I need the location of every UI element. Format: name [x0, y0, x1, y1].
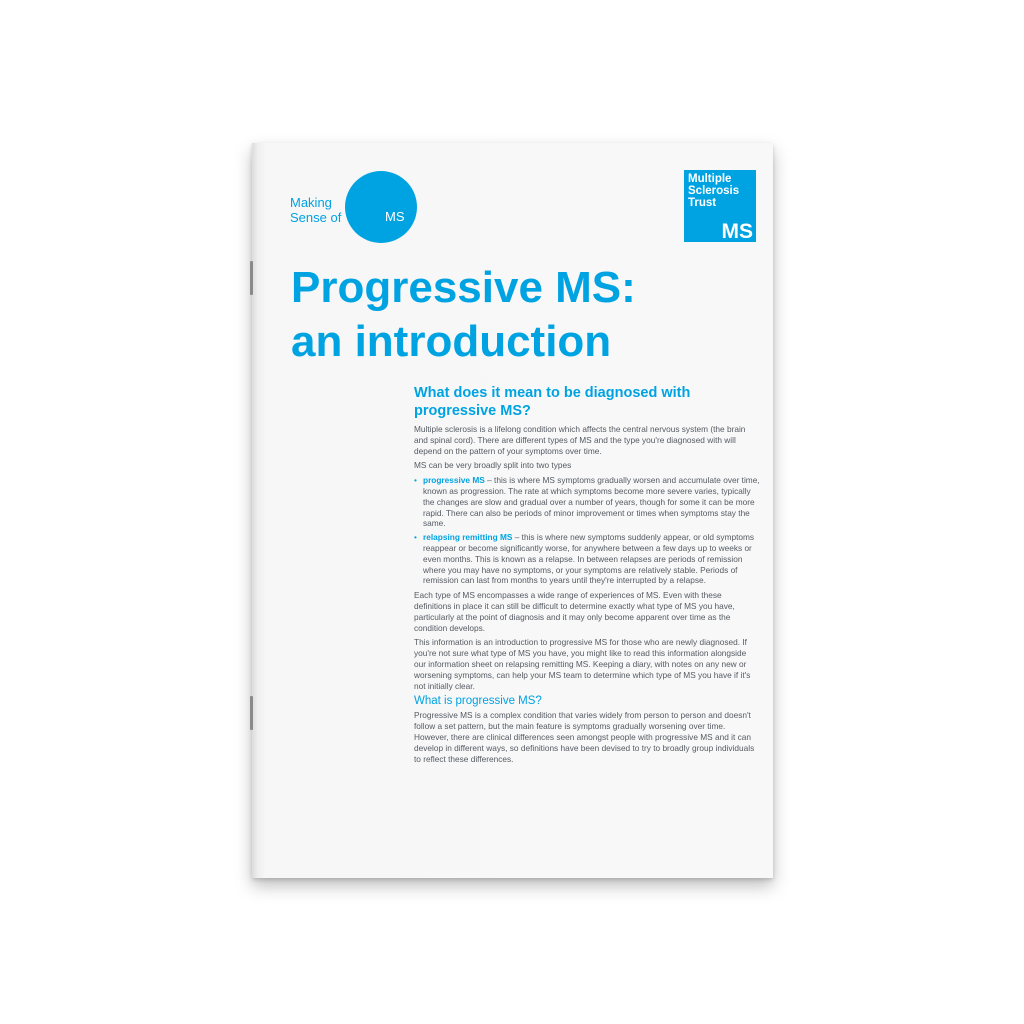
brand-line2: Sense of — [290, 210, 342, 225]
booklet-page — [252, 143, 773, 878]
staple-bottom — [250, 696, 253, 730]
brand-circle — [345, 171, 417, 243]
brand-line1: Making — [290, 195, 332, 210]
section1-paragraph-1: Multiple sclerosis is a lifelong condition which affects the central nervous system (the brain and spinal cord). There are different types of MS and the type you're diagnosed with will depend on the pattern of your symptoms over time. — [414, 424, 746, 456]
bullet-text-progressive: – this is where MS symptoms gradually worsen and accumulate over time, known as progression. The rate at which symptoms become more severe varies, typically the changes are slow and gradual over a number of years, though for some it can be more rapid. There can also be periods of minor improvement or times when symptoms stay the same. — [423, 475, 760, 529]
ms-trust-logo — [684, 170, 756, 242]
list-item-progressive — [414, 475, 760, 529]
bullet-icon: • — [414, 475, 417, 486]
page-title — [291, 261, 751, 369]
logo-line1: Multiple — [688, 173, 732, 185]
section1-paragraph-4: This information is an introduction to progressive MS for those who are newly diagnosed. If you're not sure what type of MS you have, you might like to read this information alongside our information sheet on relapsing remitting MS. Keeping a diary, with notes on any new or worsening symptoms, can help your MS team to determine which type of MS you have if it's not initially clear. — [414, 637, 751, 691]
logo-line3: Trust — [688, 197, 717, 209]
brand-ms: MS — [385, 209, 405, 224]
logo-line2: Sclerosis — [688, 185, 740, 197]
title-line2: an introduction — [291, 317, 612, 366]
term-progressive: progressive MS — [423, 475, 485, 486]
brand-text — [290, 195, 341, 225]
section1-heading-line2: progressive MS? — [414, 402, 531, 419]
making-sense-of-ms-badge — [290, 171, 430, 243]
section1-paragraph-2: MS can be very broadly split into two types — [414, 460, 572, 471]
title-line1: Progressive MS: — [291, 263, 636, 312]
section2-paragraph-1: Progressive MS is a complex condition that varies widely from person to person and doesn't follow a set pattern, but the main feature is symptoms gradually worsening over time. However, there are clinical differences seen amongst people with progressive MS and it can develop in different ways, so definitions have been devised to try to broadly group individuals to reflect these differences. — [414, 710, 755, 764]
body-content — [414, 385, 760, 768]
section1-paragraph-3: Each type of MS encompasses a wide range of experiences of MS. Even with these definitions in place it can still be difficult to determine exactly what type of MS you have, particularly at the point of diagnosis and it may only become apparent over time as the condition develops. — [414, 590, 735, 633]
term-relapsing: relapsing remitting MS — [423, 532, 513, 543]
section1-heading-line1: What does it mean to be diagnosed with — [414, 385, 691, 401]
section2-heading: What is progressive MS? — [414, 695, 542, 708]
list-item-relapsing — [414, 532, 760, 586]
bullet-text-relapsing: – this is where new symptoms suddenly appear, or old symptoms reappear or become significantly worse, for anywhere between a few days up to weeks or even months. This is known as a relapse. In between relapses are periods of remission where you may have no symptoms, or your symptoms are relatively stable. Periods of remission can last from months to years until they're interrupted by a relapse. — [423, 532, 755, 586]
bullet-icon: • — [414, 532, 417, 543]
staple-top — [250, 261, 253, 295]
types-list — [414, 475, 760, 586]
logo-ms: MS — [721, 220, 753, 243]
logo-text — [688, 173, 739, 209]
section1-heading — [414, 385, 760, 420]
